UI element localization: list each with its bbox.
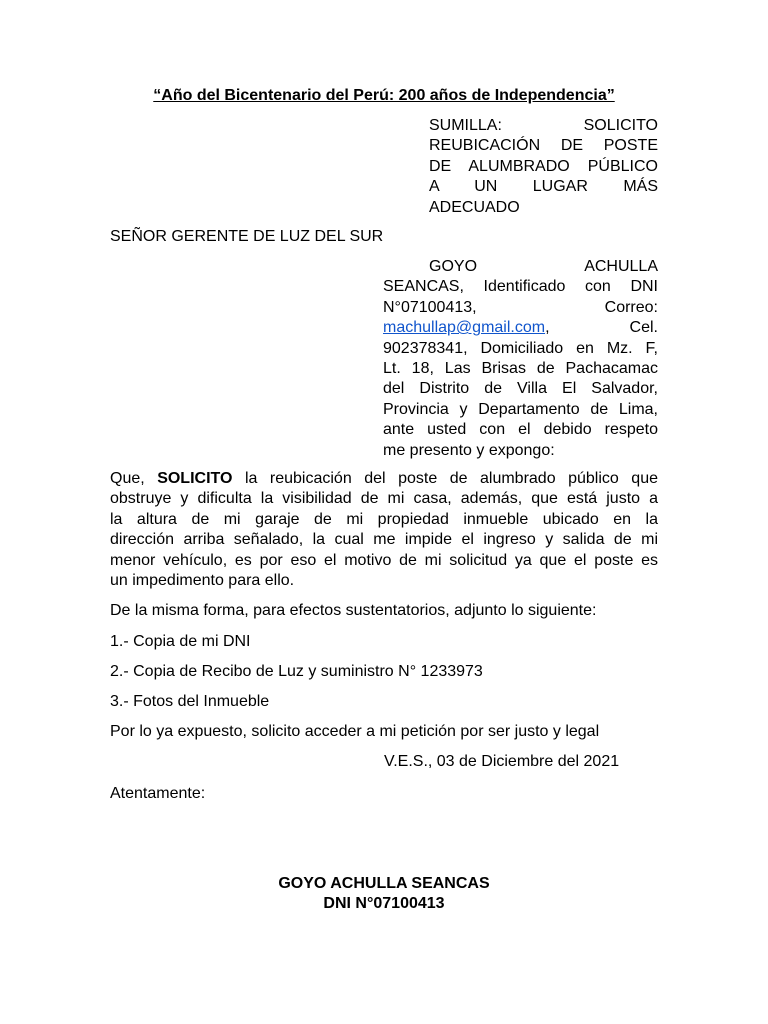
solicito-word: SOLICITO [157,470,233,487]
request-paragraph [110,469,658,591]
sumilla-line: SUMILLA: SOLICITO [429,117,658,134]
signature-name: GOYO ACHULLA SEANCAS [278,875,490,892]
applicant-line: SEANCAS, Identificado con DNI [383,278,658,296]
applicant-line: ante usted con el debido respeto [383,421,658,439]
closing-sentence: Por lo ya expuesto, solicito acceder a mi petición por ser justo y legal [110,723,600,740]
attachments-intro: De la misma forma, para efectos sustentatorios, adjunto lo siguiente: [110,602,597,619]
motto-heading: “Año del Bicentenario del Perú: 200 años de Independencia” [153,87,615,104]
applicant-block [383,257,658,461]
paragraph-line [110,469,658,489]
email-link[interactable]: machullap@gmail.com [383,319,546,337]
applicant-line: Provincia y Departamento de Lima, [383,400,658,418]
sumilla-line: DE ALUMBRADO PÚBLICO [429,157,658,175]
que-word: Que, [110,470,145,487]
cel-label: , Cel. [545,319,658,337]
date-line: V.E.S., 03 de Diciembre del 2021 [384,753,620,770]
applicant-line: Lt. 18, Las Brisas de Pachacamac [383,359,658,377]
paragraph-line: un impedimento para ello. [110,571,295,589]
attachment-item: 1.- Copia de mi DNI [110,633,251,650]
paragraph-line: menor vehículo, es por eso el motivo de mi solicitud ya que el poste es [110,551,658,569]
applicant-line: 902378341, Domiciliado en Mz. F, [383,339,658,357]
paragraph-line: la altura de mi garaje de mi propiedad inmueble ubicado en la [110,510,658,528]
sumilla-line: A UN LUGAR MÁS [429,178,658,196]
line-rest: la reubicación del poste de alumbrado público que [244,470,658,487]
sumilla-line: REUBICACIÓN DE POSTE [429,137,658,155]
signature-dni: DNI N°07100413 [323,895,445,912]
paragraph-line: dirección arriba señalado, la cual me impide el ingreso y salida de mi [110,531,658,549]
sumilla-line: ADECUADO [429,198,520,216]
salutation: Atentamente: [110,785,206,802]
addressee: SEÑOR GERENTE DE LUZ DEL SUR [110,228,384,245]
applicant-line: GOYO ACHULLA [429,258,658,275]
attachment-item: 2.- Copia de Recibo de Luz y suministro N° 1233973 [110,663,483,680]
applicant-line: N°07100413, Correo: [383,298,658,316]
applicant-line: me presento y expongo: [383,441,555,459]
applicant-line [383,318,658,338]
applicant-line: del Distrito de Villa El Salvador, [383,380,658,398]
paragraph-line: obstruye y dificulta la visibilidad de mi casa, además, que está justo a [110,490,658,508]
attachment-item: 3.- Fotos del Inmueble [110,693,270,710]
sumilla-block [429,116,658,218]
